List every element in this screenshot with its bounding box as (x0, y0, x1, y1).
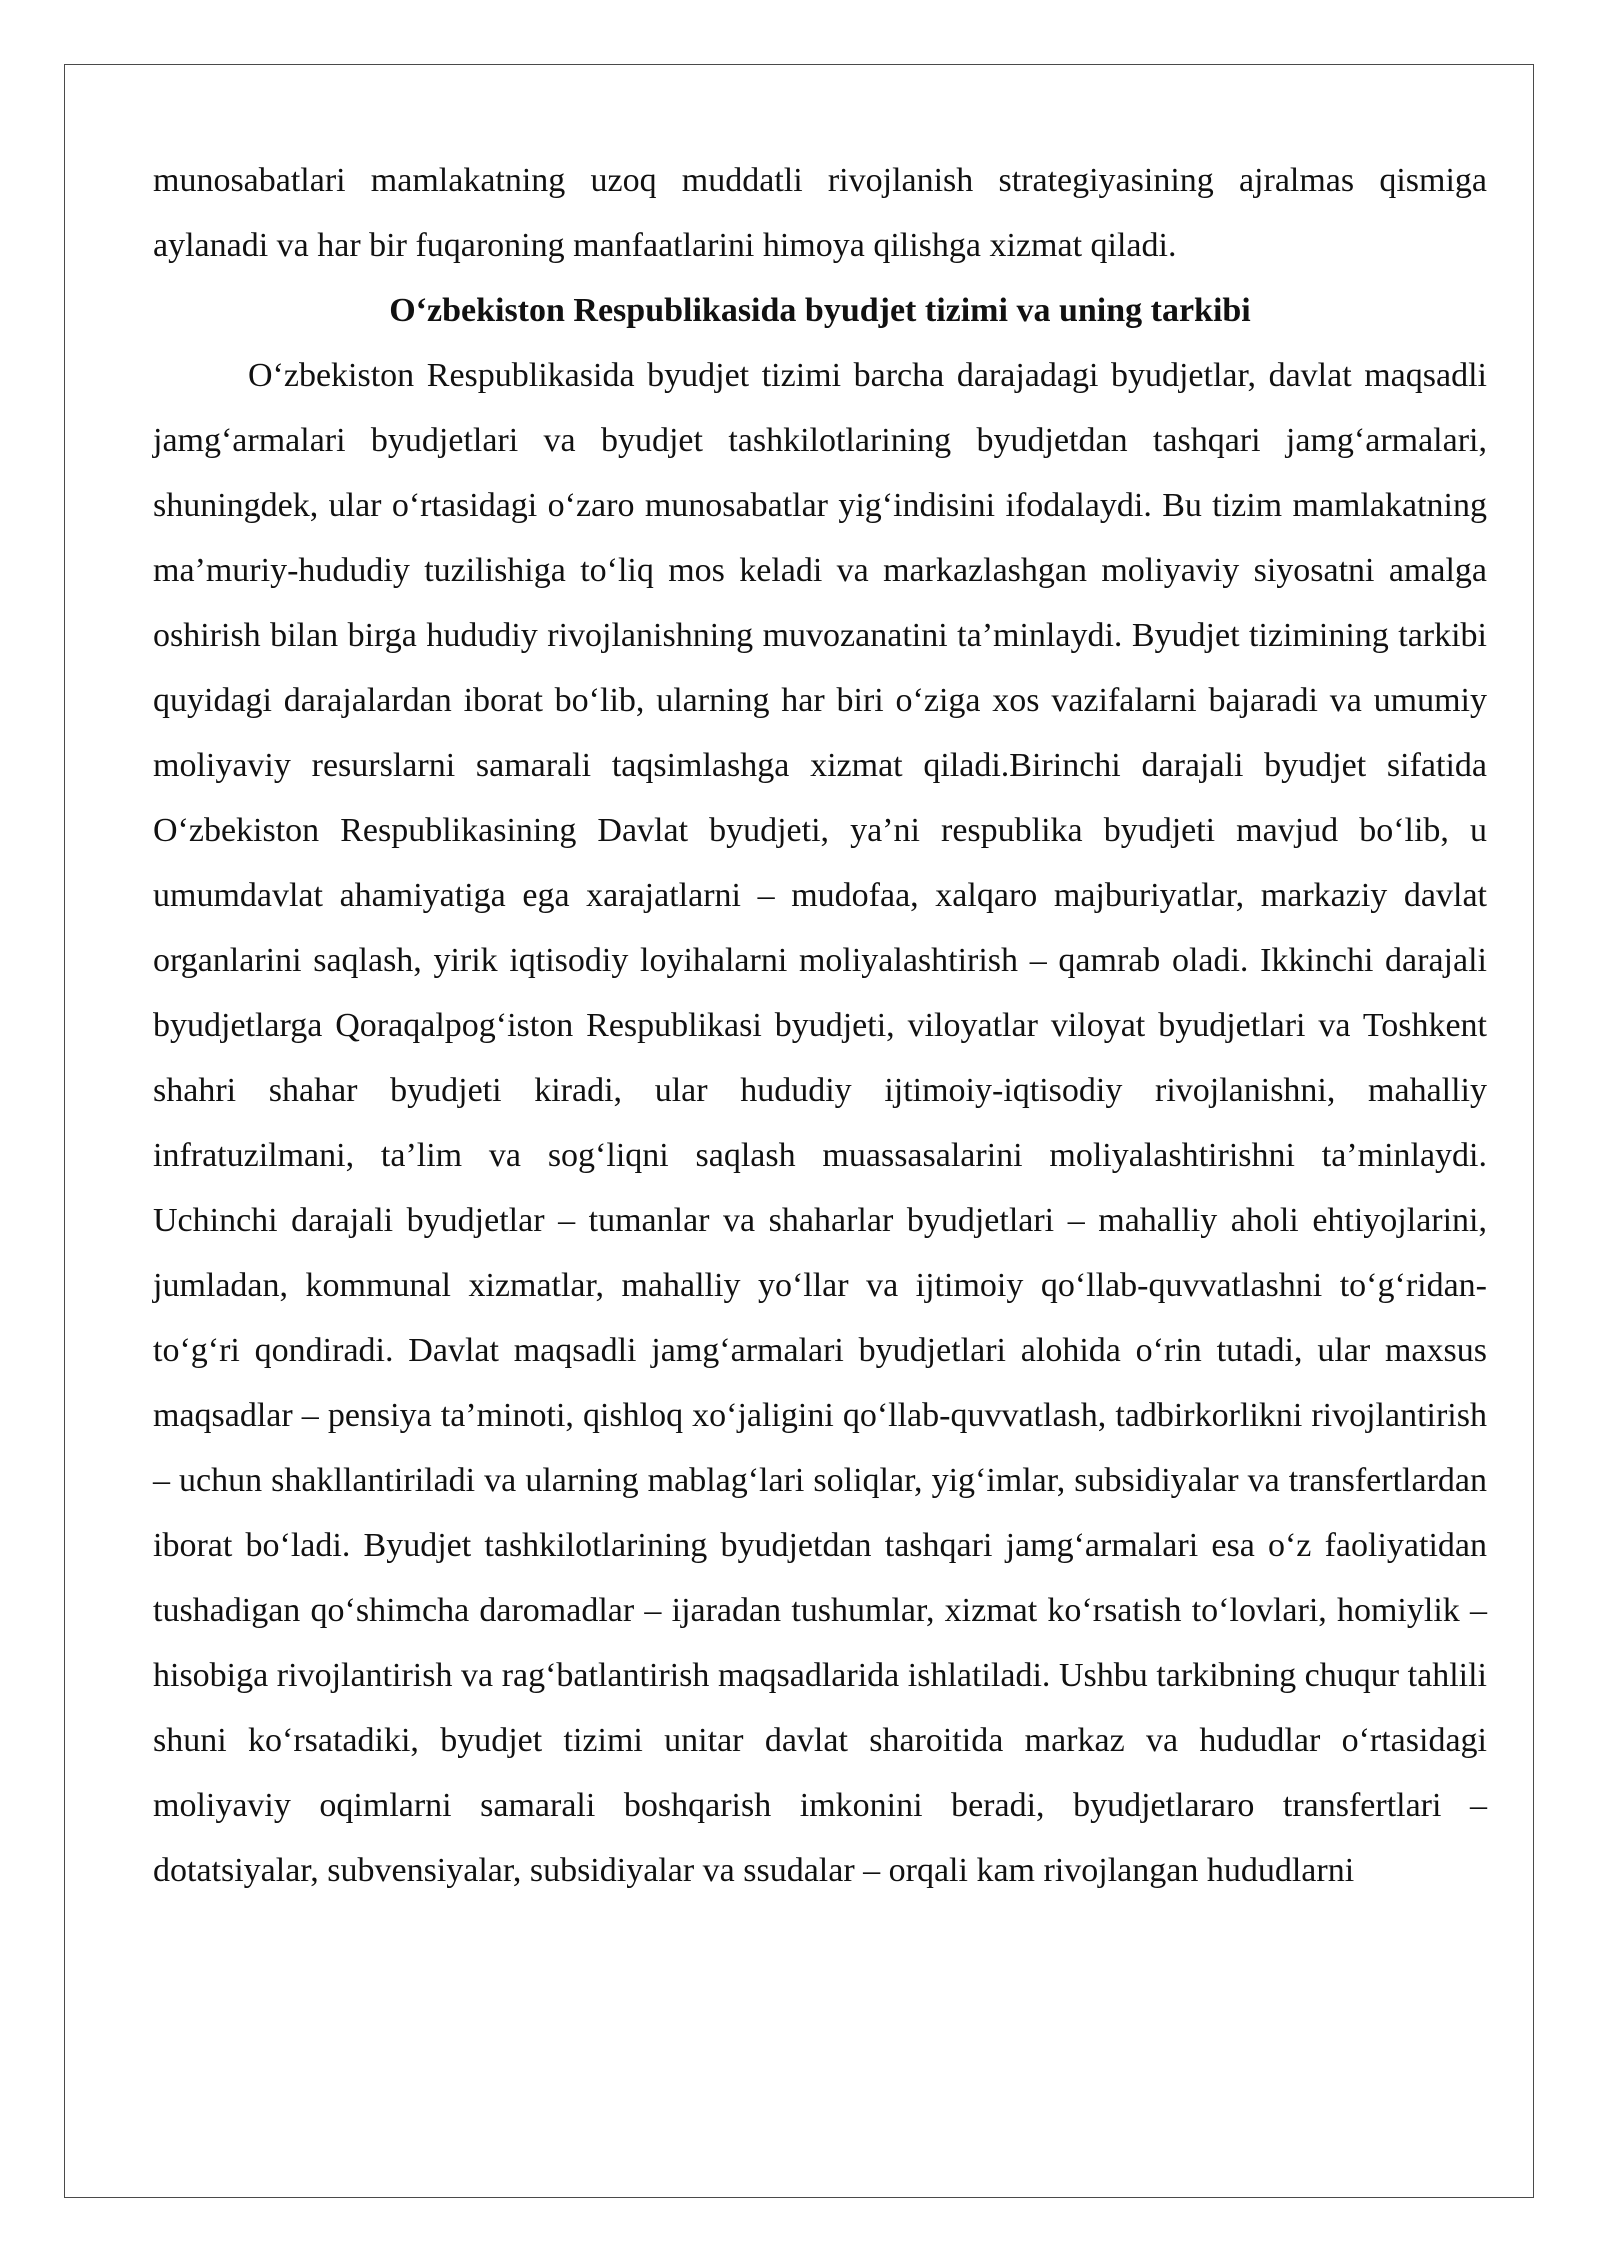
section-heading: O‘zbekiston Respublikasida byudjet tizimi va uning tarkibi (389, 292, 1251, 329)
intro-paragraph: munosabatlari mamlakatning uzoq muddatli rivojlanish strategiyasining ajralmas qismiga aylanadi va har bir fuqaroning manfaatlarini himoya qilishga xizmat qiladi. (153, 162, 1487, 264)
body-paragraph: O‘zbekiston Respublikasida byudjet tizimi barcha darajadagi byudjetlar, davlat maqsadli jamg‘armalari byudjetlari va byudjet tashkilotlarining byudjetdan tashqari jamg‘armalari, shuningdek, ular o‘rtasidagi o‘zaro munosabatlar yig‘indisini ifodalaydi. Bu tizim mamlakatning ma’muriy-hududiy tuzilishiga to‘liq mos keladi va markazlashgan moliyaviy siyosatni amalga oshirish bilan birga hududiy rivojlanishning muvozanatini ta’minlaydi. Byudjet tizimining tarkibi quyidagi darajalardan iborat bo‘lib, ularning har biri o‘ziga xos vazifalarni bajaradi va umumiy moliyaviy resurslarni samarali taqsimlashga xizmat qiladi.Birinchi darajali byudjet sifatida O‘zbekiston Respublikasining Davlat byudjeti, ya’ni respublika byudjeti mavjud bo‘lib, u umumdavlat ahamiyatiga ega xarajatlarni – mudofaa, xalqaro majburiyatlar, markaziy davlat organlarini saqlash, yirik iqtisodiy loyihalarni moliyalashtirish – qamrab oladi. Ikkinchi darajali byudjetlarga Qoraqalpog‘iston Respublikasi byudjeti, viloyatlar viloyat byudjetlari va Toshkent shahri shahar byudjeti kiradi, ular hududiy ijtimoiy-iqtisodiy rivojlanishni, mahalliy infratuzilmani, ta’lim va sog‘liqni saqlash muassasalarini moliyalashtirishni ta’minlaydi. Uchinchi darajali byudjetlar – tumanlar va shaharlar byudjetlari – mahalliy aholi ehtiyojlarini, jumladan, kommunal xizmatlar, mahalliy yo‘llar va ijtimoiy qo‘llab-quvvatlashni to‘g‘ridan-to‘g‘ri qondiradi. Davlat maqsadli jamg‘armalari byudjetlari alohida o‘rin tutadi, ular maxsus maqsadlar – pensiya ta’minoti, qishloq xo‘jaligini qo‘llab-quvvatlash, tadbirkorlikni rivojlantirish – uchun shakllantiriladi va ularning mablag‘lari soliqlar, yig‘imlar, subsidiyalar va transfertlardan iborat bo‘ladi. Byudjet tashkilotlarining byudjetdan tashqari jamg‘armalari esa o‘z faoliyatidan tushadigan qo‘shimcha daromadlar – ijaradan tushumlar, xizmat ko‘rsatish to‘lovlari, homiylik – hisobiga rivojlantirish va rag‘batlantirish maqsadlarida ishlatiladi. Ushbu tarkibning chuqur tahlili shuni ko‘rsatadiki, byudjet tizimi unitar davlat sharoitida markaz va hududlar o‘rtasidagi moliyaviy oqimlarni samarali boshqarish imkonini beradi, byudjetlararo transfertlari – dotatsiyalar, subvensiyalar, subsidiyalar va ssudalar – orqali kam rivojlangan hududlarni (153, 357, 1487, 1889)
document-body (153, 148, 1487, 1903)
